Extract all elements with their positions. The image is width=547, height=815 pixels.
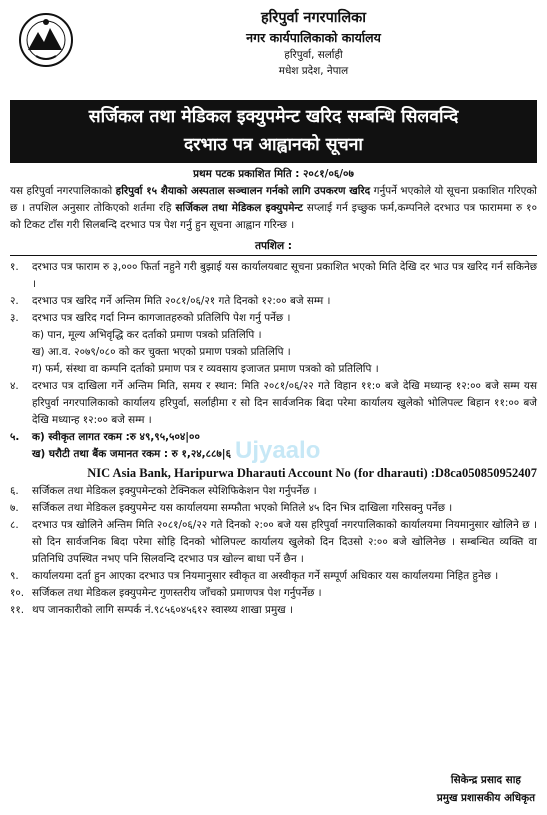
item-text: कार्यालयमा दर्ता हुन आएका दरभाउ पत्र नियमानुसार स्वीकृत वा अस्वीकृत गर्ने सम्पूर्ण अधिकार यस कार्यालयमा निहित हुनेछ । xyxy=(32,570,499,582)
office-province: मधेश प्रदेश, नेपाल xyxy=(278,65,349,77)
item-text: थप जानकारीको लागि सम्पर्क नं.९८५६०४५६१२ स्वास्थ्य शाखा प्रमुख । xyxy=(32,604,293,616)
item-number: ९. xyxy=(10,570,19,582)
item-number: ६. xyxy=(10,485,19,497)
list-item xyxy=(10,517,537,568)
item-text: सर्जिकल तथा मेडिकल इक्युपमेन्ट गुणस्तरीय जाँचको प्रमाणपत्र पेश गर्नुपर्नेछ । xyxy=(32,587,322,599)
item-number: १. xyxy=(10,261,19,273)
deposit-amount: ख) घरौटी तथा बैंक जमानत रकम : रु १,२४,८८७|६ xyxy=(32,448,231,460)
item-number: ३. xyxy=(10,312,19,324)
list-item xyxy=(10,585,537,602)
list-item xyxy=(10,310,537,327)
intro-text-1: यस हरिपुर्वा नगरपालिकाको xyxy=(10,185,116,197)
item-text: दरभाउ पत्र खरिद गर्ने अन्तिम मिति २०८१/०६/२१ गते दिनको १२:०० बजे सम्म । xyxy=(32,295,331,307)
bank-account: NIC Asia Bank, Haripurwa Dharauti Account No (for dharauti) :D8ca050850952407 xyxy=(87,466,537,480)
item-text: दरभाउ पत्र फाराम रु ३,००० फिर्ता नहुने गरी बुझाई यस कार्यालयबाट सूचना प्रकाशित भएको मिति देखि दर भाउ पत्र खरिद गर्न सकिनेछ । xyxy=(32,261,537,290)
sub-item: ख) आ.व. २०७९/०८० को कर चुक्ता भएको प्रमाण पत्रको प्रतिलिपि । xyxy=(32,346,291,358)
list-item xyxy=(10,568,537,585)
list-item xyxy=(10,500,537,517)
item-text: दरभाउ पत्र खोलिने अन्तिम मिति २०८१/०६/२२ गते दिनको २:०० बजे यस हरिपुर्वा नगरपालिकाको कार्यालयमा नियमानुसार खोलिने छ । सो दिन सार्वजनिक बिदा परेमा सोहि दिनको भोलिपल्ट कार्यालय खुलेको दिन दिउसो २:०० बजे खोलिनेछ । सम्बन्धित व्यक्ति वा प्रतिनिधि उपस्थित नभए पनि सिलवन्दि दरभाउ पत्र खोल्न बाधा पर्ने छैन । xyxy=(32,519,537,565)
item-number: १०. xyxy=(10,587,25,599)
intro-bold-1: हरिपुर्वा १५ शैयाको अस्पताल सञ्चालन गर्नको लागि उपकरण खरिद xyxy=(115,185,371,197)
intro-paragraph xyxy=(10,183,537,234)
sub-item: ग) फर्म, संस्था वा कम्पनि दर्ताको प्रमाण पत्र र व्यवसाय इजाजत प्रमाण पत्रको को प्रतिलिपि । xyxy=(32,363,379,375)
site-watermark: Ujyaalo xyxy=(235,437,321,464)
list-item xyxy=(10,293,537,310)
intro-text-2: गर्नुपर्ने भएकोले यो सूचना प्रकाशित गरिएको छ । तपशिल अनुसार तोकिएको शर्तमा रहि xyxy=(10,185,537,214)
details-heading: तपशिल : xyxy=(254,240,293,252)
notice-title-banner xyxy=(10,100,537,163)
list-item xyxy=(10,602,537,619)
letterhead-text xyxy=(130,8,497,79)
item-number: ७. xyxy=(10,502,19,514)
office-address: हरिपुर्वा, सर्लाही xyxy=(284,49,343,61)
org-name: हरिपुर्वा नगरपालिका xyxy=(260,10,367,26)
notice-title-line2: दरभाउ पत्र आह्वानको सूचना xyxy=(184,135,363,155)
intro-text-3: सप्लाई गर्न इच्छुक फर्म,कम्पनिले दरभाउ पत्र फाराममा रु १० को टिकट टाँस गरी सिलबन्दि दरभाउ पत्र पेश गर्नु हुन सूचना आह्वान गरिन्छ । xyxy=(10,202,537,231)
letterhead xyxy=(10,6,537,98)
list-item xyxy=(10,483,537,500)
sub-item: क) पान, मूल्य अभिवृद्धि कर दर्ताको प्रमाण पत्रको प्रतिलिपि । xyxy=(32,329,262,341)
item-text: दरभाउ पत्र खरिद गर्दा निम्न कागजातहरुको प्रतिलिपि पेश गर्नु पर्नेछ । xyxy=(32,312,291,324)
government-emblem-icon xyxy=(18,10,74,70)
signatory-name: सिकेन्द्र प्रसाद साह xyxy=(450,774,521,786)
item-text: दरभाउ पत्र दाखिला गर्ने अन्तिम मिति, समय र स्थान: मिति २०८१/०६/२२ गते विहान ११:० बजे देखि मध्यान्ह १२:०० बजे सम्म यस हरिपुर्वा नगरपालिकाको कार्यालय हरिपुर्वा, सर्लाहीमा र सो दिन सार्वजनिक बिदा परेमा कार्यालय खुलेको भोलिपल्ट बिहान ११:०० बजे देखि मध्यान्ह १२:०० बजे सम्म । xyxy=(32,380,537,426)
item-number: ८. xyxy=(10,519,19,531)
item-text: सर्जिकल तथा मेडिकल इक्युपमेन्ट यस कार्यालयमा सम्फौता भएको मितिले ४५ दिन भित्र दाखिला गरिसक्नु पर्नेछ । xyxy=(32,502,453,514)
divider xyxy=(10,255,537,256)
item-number: २. xyxy=(10,295,19,307)
intro-bold-2: सर्जिकल तथा मेडिकल इक्युपमेन्ट xyxy=(175,202,303,214)
signature-block xyxy=(437,771,535,807)
approved-cost: क) स्वीकृत लागत रकम :रु ४९,९५,५०४|०० xyxy=(32,431,200,443)
notice-title-line1: सर्जिकल तथा मेडिकल इक्युपमेन्ट खरिद सम्बन्धि सिलवन्दि xyxy=(88,107,459,127)
list-item xyxy=(10,259,537,293)
office-name: नगर कार्यपालिकाको कार्यालय xyxy=(246,30,381,45)
item-number: ४. xyxy=(10,380,19,392)
item-number: ५. xyxy=(10,431,20,443)
item-text: सर्जिकल तथा मेडिकल इक्युपमेन्टको टेक्निकल स्पेशिफिकेशन पेश गर्नुपर्नेछ । xyxy=(32,485,317,497)
item-number: ११. xyxy=(10,604,25,616)
list-item xyxy=(10,378,537,429)
signatory-title: प्रमुख प्रशासकीय अधिकृत xyxy=(436,792,535,804)
publication-date: प्रथम पटक प्रकाशित मिति : २०८१/०६/०७ xyxy=(193,168,354,180)
